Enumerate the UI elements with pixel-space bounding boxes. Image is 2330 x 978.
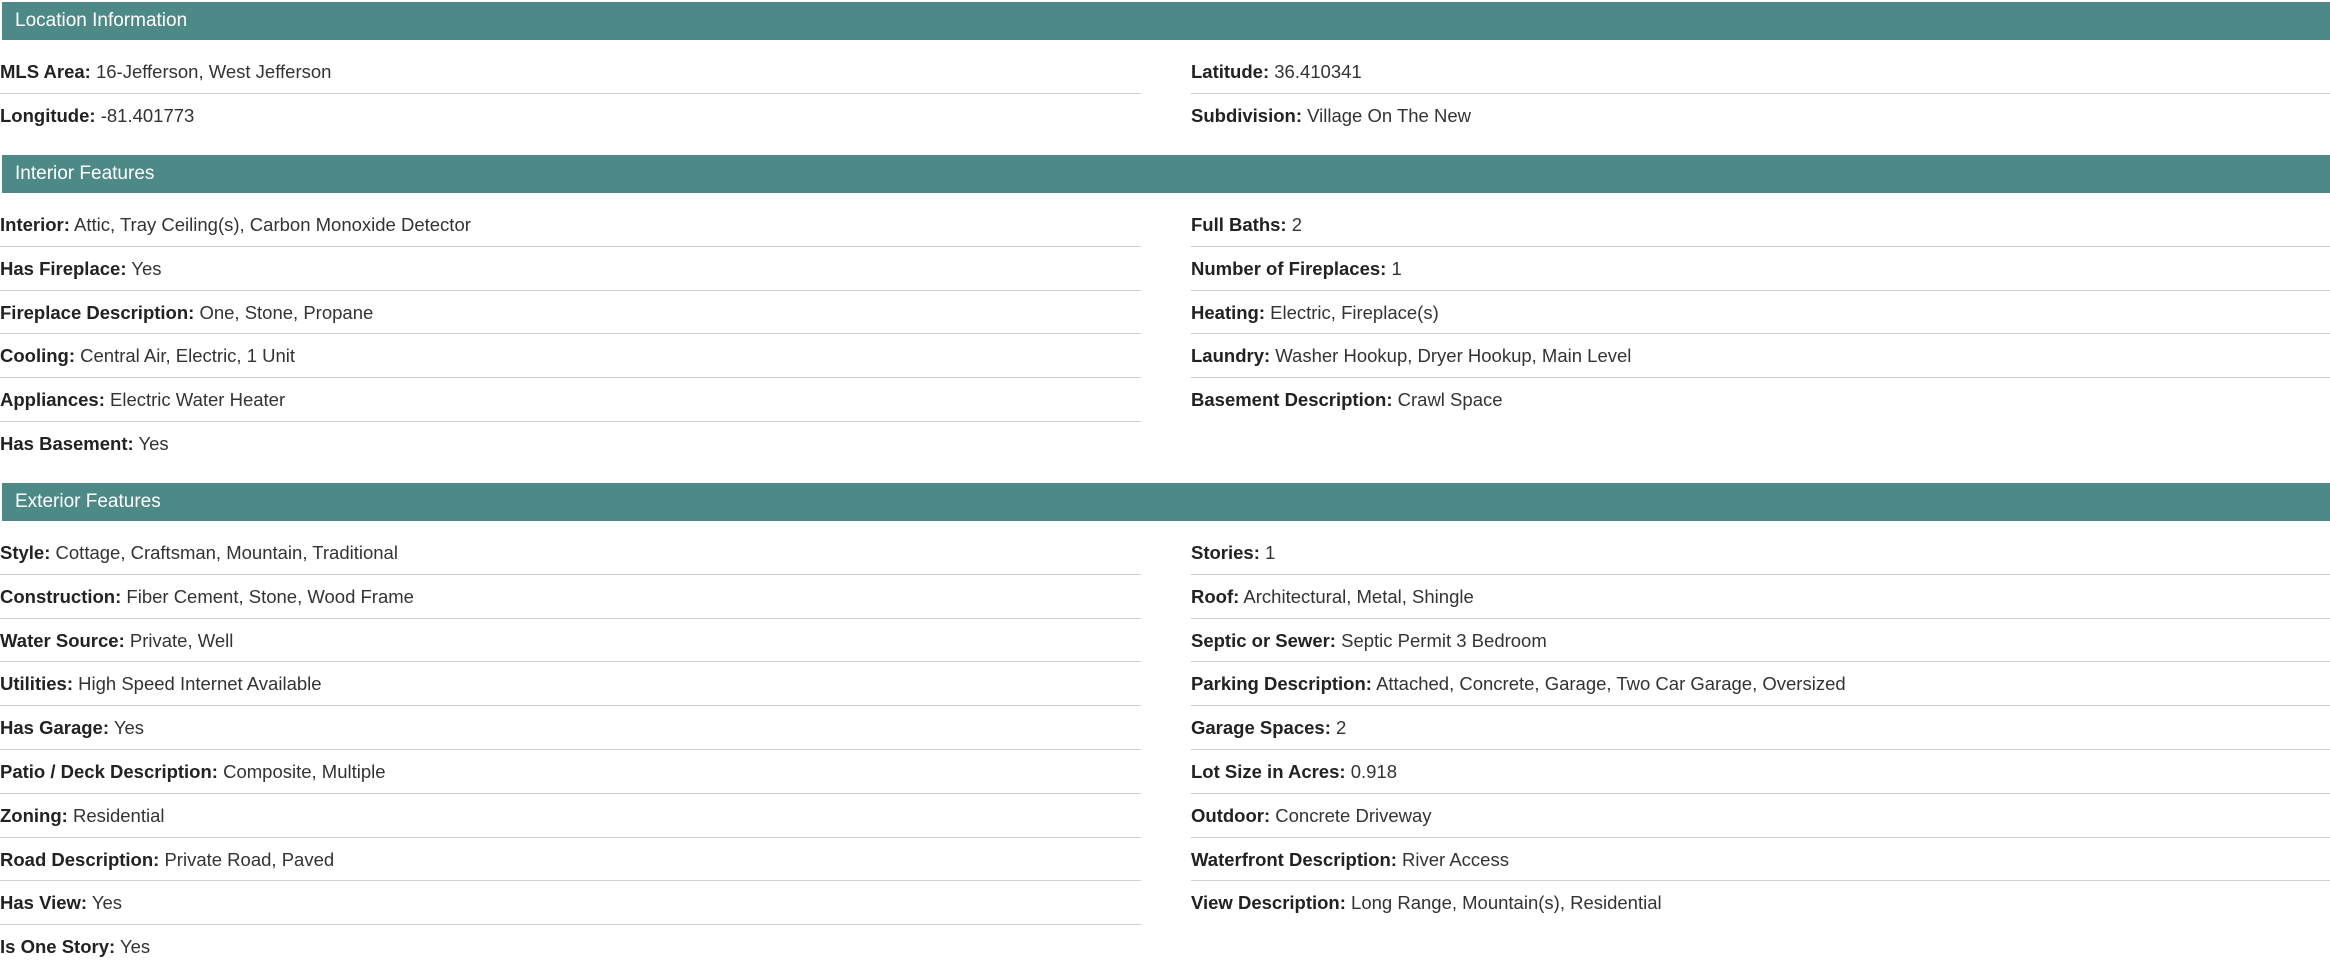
field-basement-description (1191, 378, 2330, 422)
field-cooling (0, 334, 1141, 378)
field-value: Village On The New (1307, 104, 1471, 126)
field-label: MLS Area: (0, 61, 91, 82)
field-value: Yes (119, 936, 151, 958)
field-fireplace-description (0, 291, 1141, 335)
field-label: Fireplace Description: (0, 301, 195, 323)
field-label: Outdoor: (1191, 804, 1271, 826)
field-label: View Description: (1191, 892, 1346, 914)
section-grid-exterior (0, 531, 2330, 969)
field-label: Parking Description: (1191, 673, 1372, 695)
field-has-fireplace (0, 247, 1141, 291)
field-has-view (0, 881, 1141, 925)
field-label: Latitude: (1191, 61, 1270, 82)
field-label: Has Garage: (0, 717, 109, 739)
field-zoning (0, 794, 1141, 838)
field-label: Roof: (1191, 585, 1240, 607)
section-header-interior: Interior Features (2, 155, 2330, 193)
field-latitude (1191, 50, 2330, 94)
field-label: Has Basement: (0, 432, 134, 454)
field-subdivision (1191, 94, 2330, 138)
field-label: Utilities: (0, 673, 73, 695)
field-water-source (0, 619, 1141, 663)
field-label: Number of Fireplaces: (1191, 257, 1387, 279)
field-value: 16-Jefferson, West Jefferson (95, 61, 332, 82)
field-value: Central Air, Electric, 1 Unit (80, 345, 296, 367)
field-interior (0, 203, 1141, 247)
field-roof (1191, 575, 2330, 619)
field-mls-area (0, 50, 1141, 94)
field-label: Septic or Sewer: (1191, 629, 1336, 651)
field-label: Garage Spaces: (1191, 717, 1331, 739)
field-label: Lot Size in Acres: (1191, 760, 1346, 782)
field-value: 2 (1336, 717, 1347, 739)
field-stories (1191, 531, 2330, 575)
field-value: Washer Hookup, Dryer Hookup, Main Level (1275, 345, 1632, 367)
field-value: Composite, Multiple (223, 760, 386, 782)
field-label: Water Source: (0, 629, 125, 651)
field-label: Zoning: (0, 804, 68, 826)
field-lot-size-acres (1191, 750, 2330, 794)
field-label: Stories: (1191, 542, 1260, 563)
field-label: Construction: (0, 585, 122, 607)
field-value: Attached, Concrete, Garage, Two Car Garage, Oversized (1376, 673, 1846, 695)
field-number-of-fireplaces (1191, 247, 2330, 291)
field-value: Fiber Cement, Stone, Wood Frame (126, 585, 414, 607)
field-utilities (0, 662, 1141, 706)
section-header-location: Location Information (2, 2, 2330, 40)
field-style (0, 531, 1141, 575)
field-road-description (0, 838, 1141, 882)
field-waterfront-description (1191, 838, 2330, 882)
field-label: Style: (0, 542, 51, 563)
field-value: Yes (113, 717, 144, 739)
field-label: Has Fireplace: (0, 257, 127, 279)
field-value: Electric, Fireplace(s) (1270, 301, 1439, 323)
field-outdoor (1191, 794, 2330, 838)
field-label: Has View: (0, 892, 88, 914)
section-grid-location (0, 50, 2330, 138)
field-label: Waterfront Description: (1191, 848, 1397, 870)
field-value: One, Stone, Propane (199, 301, 374, 323)
field-has-basement (0, 422, 1141, 466)
field-value: Long Range, Mountain(s), Residential (1351, 892, 1662, 914)
field-label: Laundry: (1191, 345, 1271, 367)
field-value: High Speed Internet Available (78, 673, 322, 695)
field-has-garage (0, 706, 1141, 750)
field-value: 2 (1291, 214, 1303, 235)
field-value: Concrete Driveway (1275, 804, 1432, 826)
field-label: Road Description: (0, 848, 160, 870)
field-value: 1 (1391, 257, 1402, 279)
field-label: Heating: (1191, 301, 1265, 323)
field-septic-or-sewer (1191, 619, 2330, 663)
field-value: Yes (91, 892, 123, 914)
field-construction (0, 575, 1141, 619)
field-is-one-story (0, 925, 1141, 969)
field-value: 1 (1265, 542, 1276, 563)
empty-cell (1191, 422, 2330, 466)
field-value: River Access (1402, 848, 1509, 870)
field-patio-deck-description (0, 750, 1141, 794)
field-value: Septic Permit 3 Bedroom (1341, 629, 1547, 651)
field-value: -81.401773 (100, 104, 195, 126)
field-view-description (1191, 881, 2330, 925)
field-value: Yes (138, 432, 169, 454)
empty-cell (1191, 925, 2330, 969)
field-longitude (0, 94, 1141, 138)
section-grid-interior (0, 203, 2330, 466)
field-heating (1191, 291, 2330, 335)
field-label: Cooling: (0, 345, 76, 367)
field-label: Basement Description: (1191, 389, 1393, 411)
field-value: 0.918 (1350, 760, 1397, 782)
field-value: Architectural, Metal, Shingle (1243, 585, 1474, 607)
field-label: Longitude: (0, 104, 96, 126)
field-laundry (1191, 334, 2330, 378)
field-label: Appliances: (0, 389, 105, 411)
field-value: Cottage, Craftsman, Mountain, Traditional (55, 542, 398, 563)
field-label: Interior: (0, 214, 70, 235)
field-value: Private, Well (129, 629, 234, 651)
field-value: Private Road, Paved (164, 848, 335, 870)
field-value: 36.410341 (1274, 61, 1362, 82)
field-value: Residential (72, 804, 165, 826)
field-value: Crawl Space (1397, 389, 1503, 411)
section-header-exterior: Exterior Features (2, 483, 2330, 521)
field-value: Yes (131, 257, 162, 279)
field-label: Patio / Deck Description: (0, 760, 218, 782)
field-label: Is One Story: (0, 936, 116, 958)
field-parking-description (1191, 662, 2330, 706)
field-full-baths (1191, 203, 2330, 247)
field-appliances (0, 378, 1141, 422)
field-value: Attic, Tray Ceiling(s), Carbon Monoxide Detector (74, 214, 471, 235)
field-label: Subdivision: (1191, 104, 1302, 126)
field-garage-spaces (1191, 706, 2330, 750)
field-value: Electric Water Heater (110, 389, 286, 411)
field-label: Full Baths: (1191, 214, 1287, 235)
